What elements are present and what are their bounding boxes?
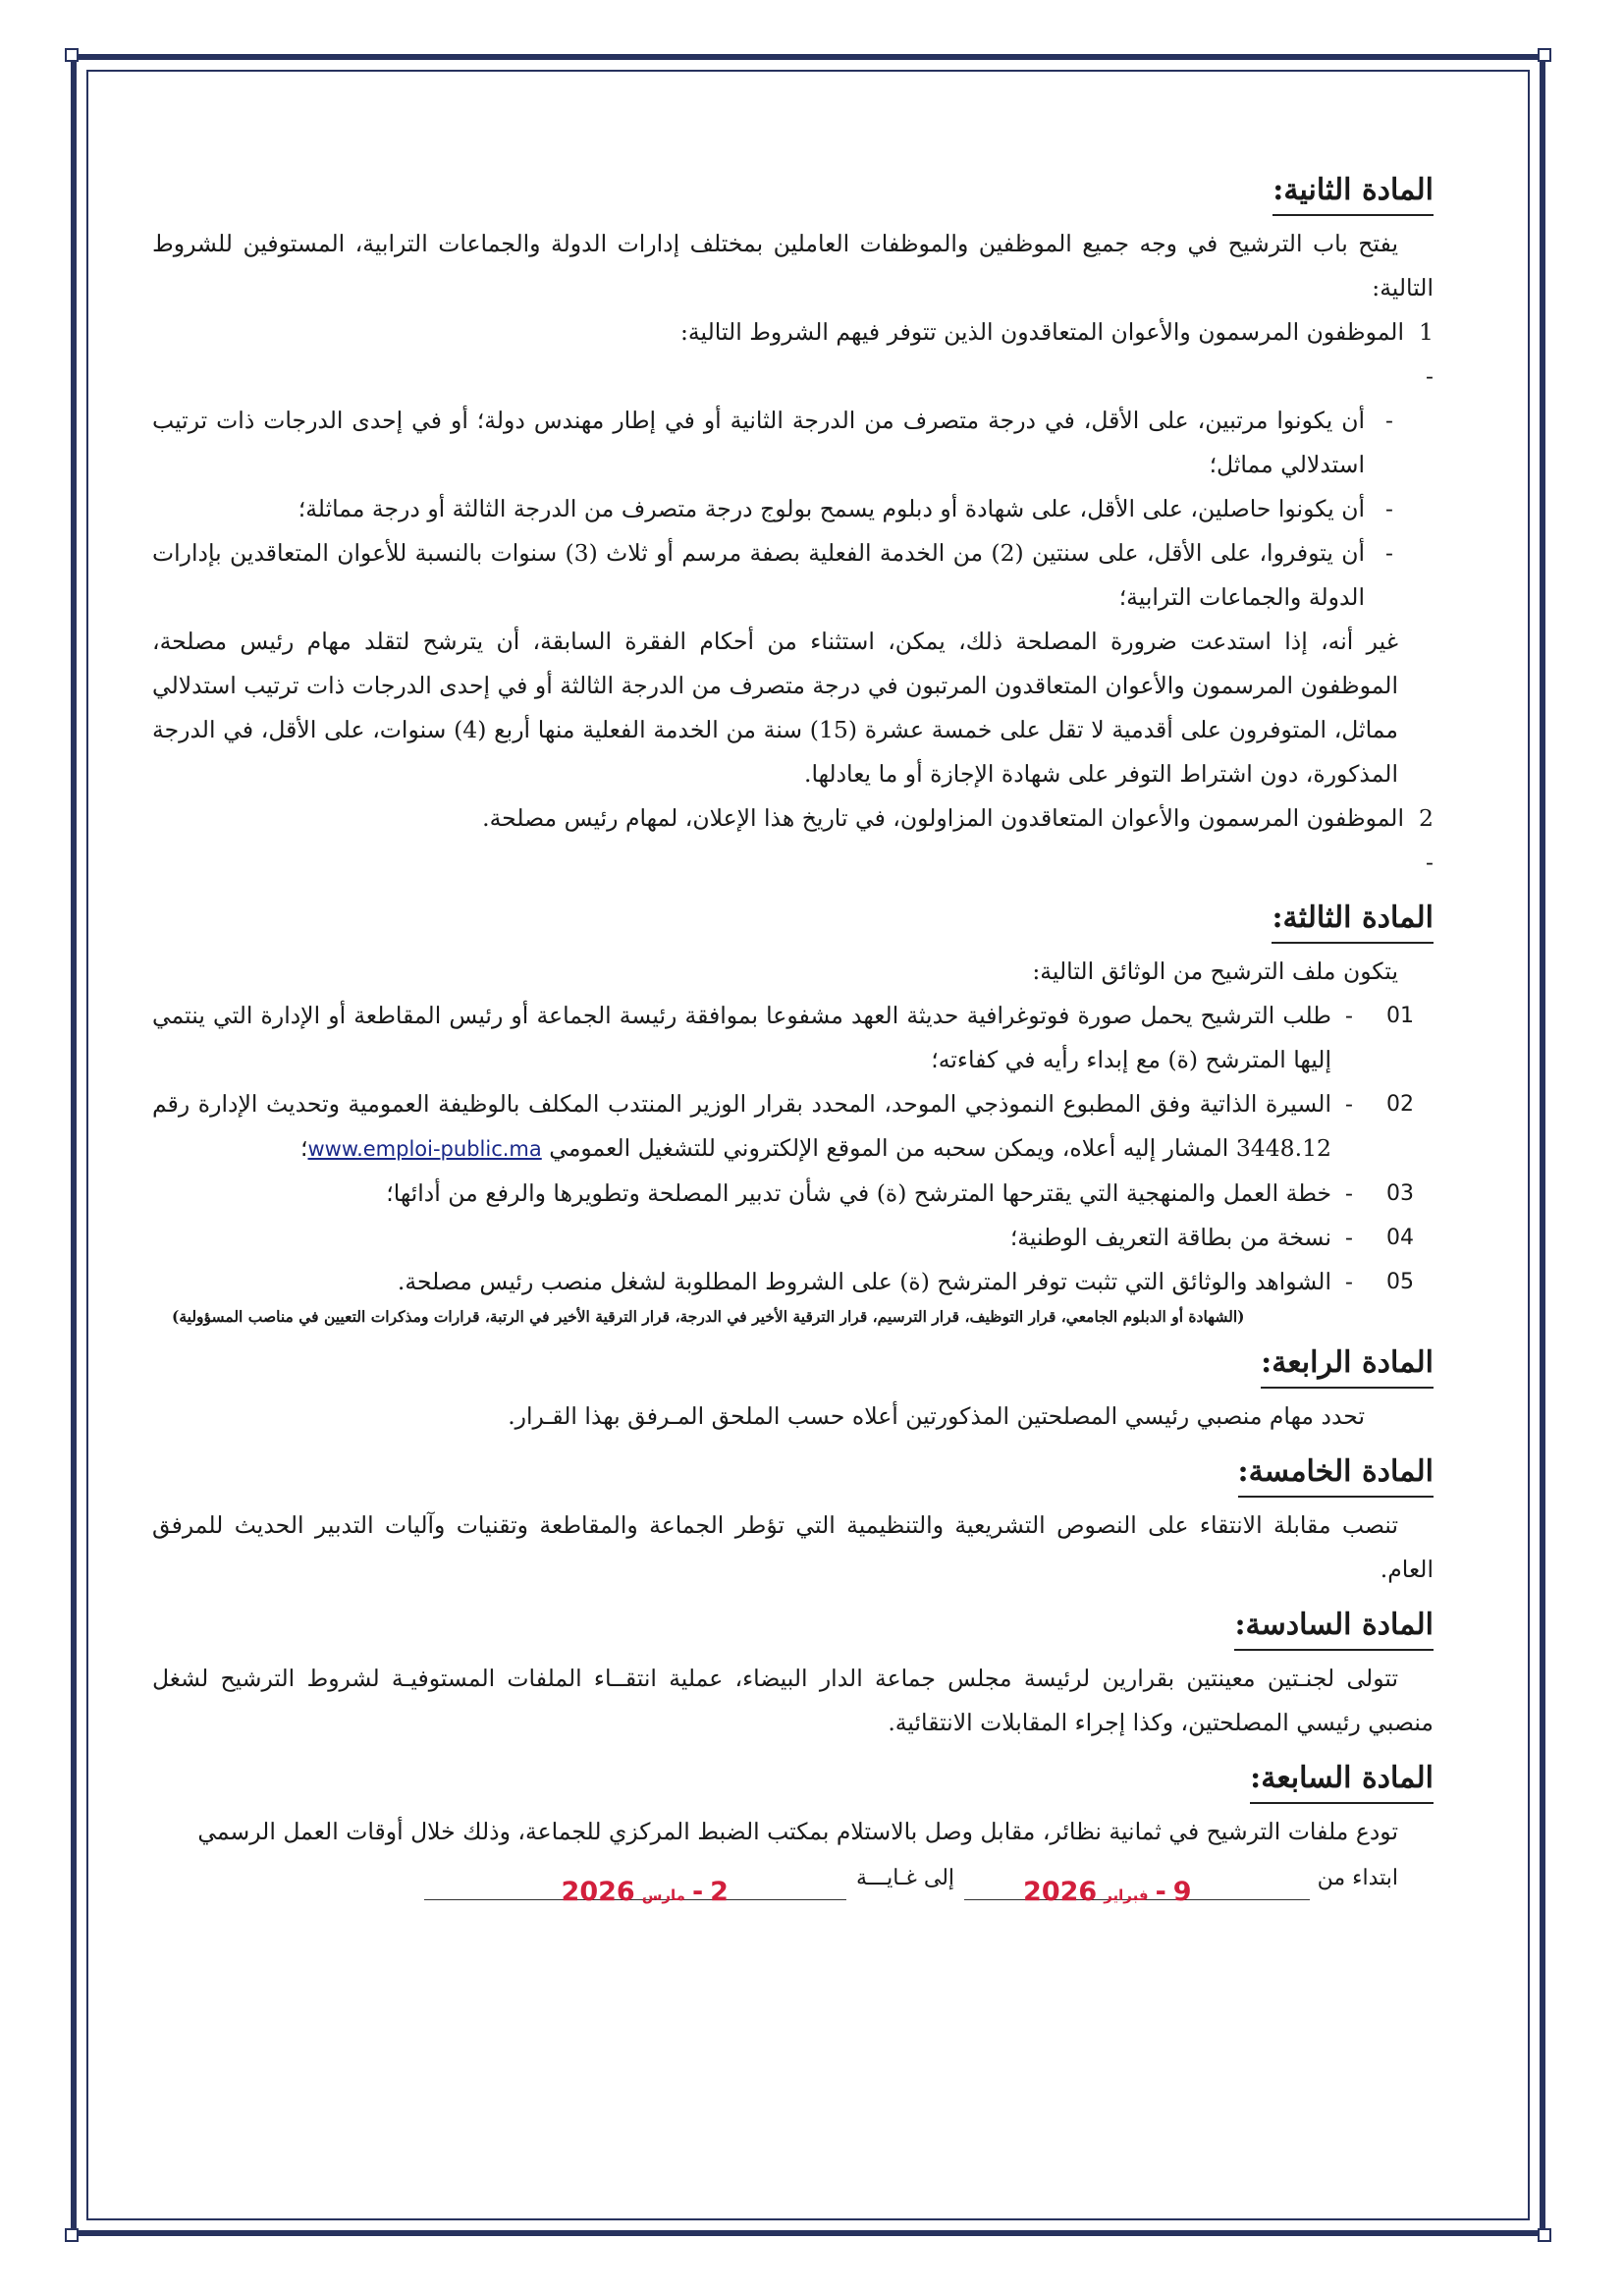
dash-bullet: - bbox=[1345, 1179, 1353, 1207]
article-2-exception: غير أنه، إذا استدعت ضرورة المصلحة ذلك، يمكن، استثناء من أحكام الفقرة السابقة، أن يترشح لتقلد مهام رئيس مصلحة، الموظفون المرسمون والأعوان المتعاقدون المرتبون في درجة متصرف من الدرجة الثالثة أو في إحدى الدرجات ذات ترتيب استدلالي مماثل، المتوفرون على أقدمية لا تقل على خمسة عشرة (15) سنة من الخدمة الفعلية منها أربع (4) سنوات، على الأقل، في الدرجة المذكورة، دون اشتراط التوفر على شهادة الإجازة أو ما يعادلها. bbox=[152, 628, 1398, 788]
condition-item bbox=[152, 531, 1434, 620]
dotted-line bbox=[424, 1870, 552, 1900]
until-label: إلى غـايـــة bbox=[855, 1866, 955, 1890]
item-number: 1 - bbox=[1419, 318, 1434, 390]
article-2-title: المادة الثانية: bbox=[1272, 167, 1434, 216]
document-text: نسخة من بطاقة التعريف الوطنية؛ bbox=[1009, 1224, 1331, 1251]
start-date bbox=[1013, 1870, 1202, 1907]
border-corner bbox=[65, 2228, 79, 2242]
document-text: الشواهد والوثائق التي تثبت توفر المترشح (ة) على الشروط المطلوبة لشغل منصب رئيس مصلحة. bbox=[397, 1268, 1331, 1295]
start-sep: - bbox=[1155, 1877, 1166, 1907]
article-2-item-1 bbox=[152, 310, 1434, 399]
deposit-period bbox=[152, 1856, 1434, 1907]
dash-bullet: - bbox=[1345, 1090, 1353, 1118]
document-code: 05 bbox=[1386, 1270, 1414, 1294]
document-item bbox=[152, 994, 1434, 1082]
emploi-public-link[interactable]: www.emploi-public.ma bbox=[307, 1137, 542, 1161]
document-code: 04 bbox=[1386, 1226, 1414, 1250]
article-3-title: المادة الثالثة: bbox=[1272, 895, 1434, 944]
article-5-text: تنصب مقابلة الانتقاء على النصوص التشريعية والتنظيمية التي تؤطر الجماعة والمقاطعة وتقنيات وآليات التدبير الحديث للمرفق العام. bbox=[152, 1511, 1434, 1583]
end-year: 2026 bbox=[561, 1877, 635, 1907]
border-corner bbox=[1538, 2228, 1551, 2242]
document-text: خطة العمل والمنهجية التي يقترحها المترشح (ة) في شأن تدبير المصلحة وتطويرها والرفع من أدائها؛ bbox=[386, 1179, 1331, 1207]
dash-bullet: - bbox=[1385, 539, 1393, 567]
document-item bbox=[152, 1260, 1434, 1304]
document-text: طلب الترشيح يحمل صورة فوتوغرافية حديثة العهد مشفوعا بموافقة رئيسة الجماعة أو رئيس المقاطعة أو الإدارة التي ينتمي إليها المترشح (ة) مع إبداء رأيه في كفاءته؛ bbox=[152, 1002, 1331, 1073]
article-6-text: تتولى لجنـتين معينتين بقرارين لرئيسة مجلس جماعة الدار البيضاء، عملية انتقــاء الملفات المستوفيـة لشروط الترشيح لشغل منصبي رئيسي المصلحتين، وكذا إجراء المقابلات الانتقائية. bbox=[152, 1665, 1434, 1736]
dash-bullet: - bbox=[1345, 1002, 1353, 1029]
start-year: 2026 bbox=[1023, 1877, 1098, 1907]
dotted-line bbox=[964, 1870, 1013, 1900]
document-body bbox=[152, 157, 1434, 2180]
document-text-end: ؛ bbox=[300, 1134, 308, 1162]
from-label: ابتداء من bbox=[1317, 1866, 1398, 1890]
condition-item bbox=[152, 487, 1434, 531]
border-corner bbox=[1538, 48, 1551, 62]
item-number: 2 - bbox=[1419, 804, 1434, 876]
dash-bullet: - bbox=[1385, 495, 1393, 522]
dotted-line bbox=[738, 1870, 846, 1900]
border-corner bbox=[65, 48, 79, 62]
dash-bullet: - bbox=[1385, 407, 1393, 434]
document-code: 03 bbox=[1386, 1181, 1414, 1206]
condition-text: أن يكونوا حاصلين، على الأقل، على شهادة أو دبلوم يسمح بولوج درجة متصرف من الدرجة الثالثة أو درجة مماثلة؛ bbox=[298, 495, 1365, 522]
document-text bbox=[152, 1082, 1331, 1172]
article-6-title: المادة السادسة: bbox=[1234, 1602, 1434, 1651]
condition-item bbox=[152, 399, 1434, 487]
item-text: الموظفون المرسمون والأعوان المتعاقدون المزاولون، في تاريخ هذا الإعلان، لمهام رئيس مصلحة. bbox=[482, 804, 1404, 832]
document-code: 02 bbox=[1386, 1092, 1414, 1117]
article-4-title: المادة الرابعة: bbox=[1261, 1339, 1434, 1389]
document-code: 01 bbox=[1386, 1004, 1414, 1028]
article-5-title: المادة الخامسة: bbox=[1238, 1449, 1434, 1498]
item-text: الموظفون المرسمون والأعوان المتعاقدون الذين تتوفر فيهم الشروط التالية: bbox=[680, 318, 1404, 346]
condition-text: أن يتوفروا، على الأقل، على سنتين (2) من الخدمة الفعلية بصفة مرسم أو ثلاث (3) سنوات بالنسبة للأعوان المتعاقدين بإدارات الدولة والجماعات الترابية؛ bbox=[152, 539, 1366, 611]
end-day: 2 bbox=[710, 1877, 729, 1907]
dotted-line bbox=[1202, 1870, 1310, 1900]
dash-bullet: - bbox=[1345, 1224, 1353, 1251]
end-month: مارس bbox=[641, 1886, 685, 1904]
document-item bbox=[152, 1172, 1434, 1216]
document-item bbox=[152, 1082, 1434, 1172]
document-item bbox=[152, 1216, 1434, 1260]
dash-bullet: - bbox=[1345, 1268, 1353, 1295]
article-2-intro: يفتح باب الترشيح في وجه جميع الموظفين والموظفات العاملين بمختلف إدارات الدولة والجماعات الترابية، المستوفين للشروط التالية: bbox=[152, 230, 1434, 301]
article-7-title: المادة السابعة: bbox=[1250, 1755, 1434, 1804]
start-month: فبراير bbox=[1104, 1886, 1149, 1904]
start-day: 9 bbox=[1172, 1877, 1192, 1907]
document-text-main: السيرة الذاتية وفق المطبوع النموذجي الموحد، المحدد بقرار الوزير المنتدب المكلف بالوظيفة العمومية وتحديث الإدارة رقم 3448.12 المشار إليه أعلاه، ويمكن سحبه من الموقع الإلكتروني للتشغيل العمومي bbox=[152, 1090, 1331, 1162]
condition-text: أن يكونوا مرتبين، على الأقل، في درجة متصرف من الدرجة الثانية أو في إطار مهندس دولة؛ أو في إحدى الدرجات ذات ترتيب استدلالي مماثل؛ bbox=[152, 407, 1365, 478]
documents-note: (الشهادة أو الدبلوم الجامعي، قرار التوظيف، قرار الترسيم، قرار الترقية الأخير في الدرجة، قرار الترقية الأخير في الرتبة، قرارات ومذكرات التعيين في مناصب المسؤولية) bbox=[172, 1307, 1245, 1326]
article-4-text: تحدد مهام منصبي رئيسي المصلحتين المذكورتين أعلاه حسب الملحق المـرفق بهذا القـرار. bbox=[508, 1402, 1365, 1430]
article-2-item-2 bbox=[152, 796, 1434, 885]
end-date bbox=[552, 1870, 738, 1907]
end-sep: - bbox=[691, 1877, 704, 1907]
article-7-text: تودع ملفات الترشيح في ثمانية نظائر، مقابل وصل بالاستلام بمكتب الضبط المركزي للجماعة، وذلك خلال أوقات العمل الرسمي bbox=[197, 1818, 1398, 1845]
article-3-intro: يتكون ملف الترشيح من الوثائق التالية: bbox=[1032, 957, 1398, 985]
